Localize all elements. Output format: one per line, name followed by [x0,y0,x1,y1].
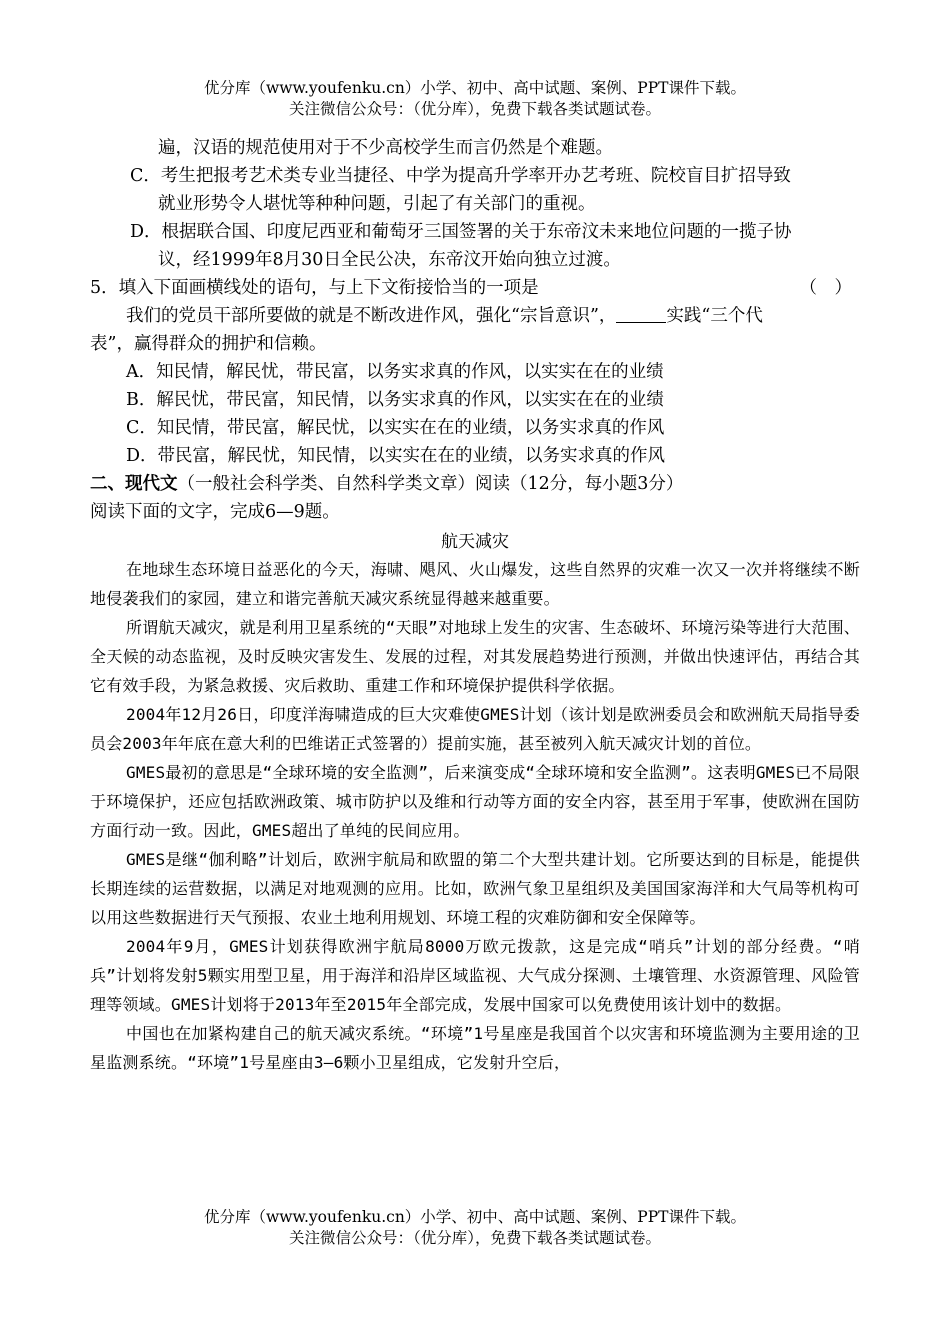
article-body [90,555,860,1077]
q4-option-c [90,162,860,218]
fill-in-blank [616,304,666,323]
article-paragraph: 在地球生态环境日益恶化的今天，海啸、飓风、火山爆发，这些自然界的灾难一次又一次并将继续不断地侵袭我们的家园，建立和谐完善航天减灾系统显得越来越重要。 [90,560,860,608]
continuation-line: 遍，汉语的规范使用对于不少高校学生而言仍然是个难题。 [158,138,613,158]
page-header [0,78,950,120]
header-line-1: 优分库（www.youfenku.cn）小学、初中、高中试题、案例、PPT课件下载。 [203,79,747,97]
footer-line-1: 优分库（www.youfenku.cn）小学、初中、高中试题、案例、PPT课件下载。 [203,1208,747,1226]
option-text: 根据联合国、印度尼西亚和葡萄牙三国签署的关于东帝汶未来地位问题的一揽子协 [161,222,792,242]
option-text-cont: 议，经1999年8月30日全民公决，东帝汶开始向独立过渡。 [158,250,621,270]
article-paragraph: 所谓航天减灾，就是利用卫星系统的“天眼”对地球上发生的灾害、生态破坏、环境污染等进行大范围、全天候的动态监视，及时反映灾害发生、发展的过程，对其发展趋势进行预测，并做出快速评估，再结合其它有效手段，为紧急救援、灾后救助、重建工作和环境保护提供科学依据。 [90,618,860,695]
q5-option-b: B．解民忧，带民富，知民情，以务实求真的作风，以实实在在的业绩 [126,390,664,410]
question-5-stem [90,274,860,302]
question-5-passage-cont: 表”，赢得群众的拥护和信赖。 [90,334,327,354]
question-5-text: 5．填入下面画横线处的语句，与上下文衔接恰当的一项是 [90,278,539,298]
article-paragraph: 中国也在加紧构建自己的航天减灾系统。“环境”1号星座是我国首个以灾害和环境监测为主要用途的卫星监测系统。“环境”1号星座由3—6颗小卫星组成，它发射升空后， [90,1024,860,1072]
article-paragraph: 2004年9月，GMES计划获得欧洲宇航局8000万欧元拨款，这是完成“哨兵”计划的部分经费。“哨兵”计划将发射5颗实用型卫星，用于海洋和沿岸区域监视、大气成分探测、土壤管理、水资源管理、风险管理等领域。GMES计划将于2013年至2015年全部完成，发展中国家可以免费使用该计划中的数据。 [90,937,860,1014]
article-paragraph: GMES是继“伽利略”计划后，欧洲宇航局和欧盟的第二个大型共建计划。它所要达到的目标是，能提供长期连续的运营数据，以满足对地观测的应用。比如，欧洲气象卫星组织及美国国家海洋和大气局等机构可以用这些数据进行天气预报、农业土地利用规划、环境工程的灾难防御和安全保障等。 [90,850,860,927]
footer-line-2: 关注微信公众号：（优分库），免费下载各类试题试卷。 [288,1229,661,1247]
article-paragraph: GMES最初的意思是“全球环境的安全监测”，后来演变成“全球环境和安全监测”。这表明GMES已不局限于环境保护，还应包括欧洲政策、城市防护以及维和行动等方面的安全内容，甚至用于军事，使欧洲在国防方面行动一致。因此，GMES超出了单纯的民间应用。 [90,763,860,840]
exam-content [90,134,860,1077]
option-label: D． [130,222,162,242]
page-footer [0,1207,950,1249]
q5-option-d: D．带民富，解民忧，知民情，以实实在在的业绩，以务实求真的作风 [126,446,666,466]
answer-parentheses: （ ） [799,278,852,298]
option-text-cont: 就业形势令人堪忧等种种问题，引起了有关部门的重视。 [158,194,596,214]
q5-option-a: A．知民情，解民忧，带民富，以务实求真的作风，以实实在在的业绩 [126,362,664,382]
section-2-title: 二、现代文（一般社会科学类、自然科学类文章）阅读（12分，每小题3分） [90,474,684,494]
article-paragraph: 2004年12月26日，印度洋海啸造成的巨大灾难使GMES计划（该计划是欧洲委员会和欧洲航天局指导委员会2003年年底在意大利的巴维诺正式签署的）提前实施，甚至被列入航天减灾计划的首位。 [90,705,860,753]
section-2-instruction: 阅读下面的文字，完成6—9题。 [90,502,340,522]
article-title: 航天减灾 [441,532,509,552]
header-line-2: 关注微信公众号：（优分库），免费下载各类试题试卷。 [288,100,661,118]
option-label: C． [130,166,161,186]
q5-option-c: C．知民情，带民富，解民忧，以实实在在的业绩，以务实求真的作风 [126,418,665,438]
option-text: 考生把报考艺术类专业当捷径、中学为提高升学率开办艺考班、院校盲目扩招导致 [160,166,791,186]
q4-option-d [90,218,860,274]
question-5-passage: 我们的党员干部所要做的就是不断改进作风，强化“宗旨意识”， 实践“三个代 [126,306,763,326]
